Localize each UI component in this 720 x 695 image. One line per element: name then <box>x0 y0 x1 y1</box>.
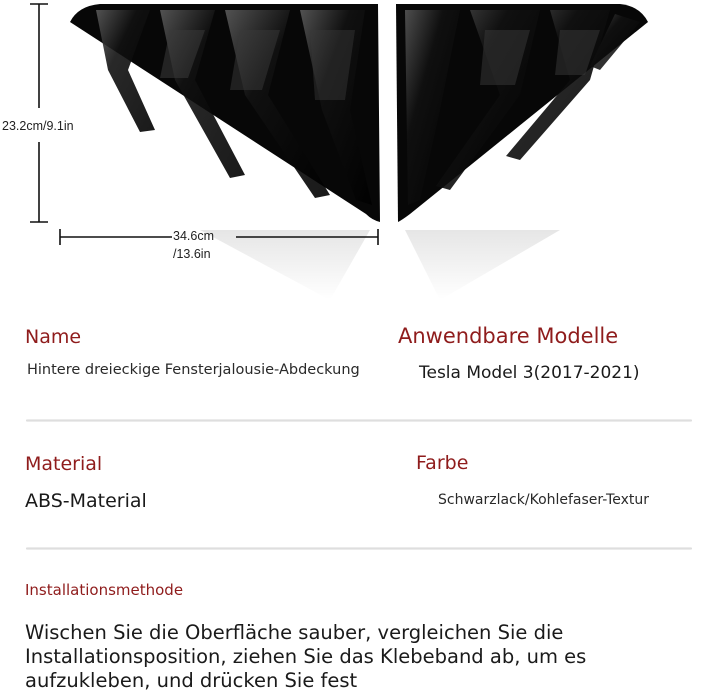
color-label: Farbe <box>416 452 469 474</box>
material-value: ABS-Material <box>25 490 147 512</box>
divider <box>26 547 692 550</box>
name-value: Hintere dreieckige Fensterjalousie-Abdeckung <box>27 362 360 378</box>
material-label: Material <box>25 453 103 475</box>
name-label: Name <box>25 326 82 348</box>
install-value: Wischen Sie die Oberfläche sauber, vergleichen Sie die Installationsposition, ziehen Sie das Klebeband ab, um es aufzukleben, und drücken Sie fest <box>25 621 587 692</box>
models-value: Tesla Model 3(2017-2021) <box>419 363 640 383</box>
product-image <box>0 0 720 310</box>
right-louvre-cover <box>396 4 648 222</box>
models-label: Anwendbare Modelle <box>398 324 619 348</box>
install-label: Installationsmethode <box>25 581 184 599</box>
product-reflection <box>200 230 560 300</box>
color-value: Schwarzlack/Kohlefaser-Textur <box>438 492 649 508</box>
left-louvre-cover <box>70 4 380 222</box>
width-dimension-label-line1: 34.6cm <box>173 229 214 243</box>
divider <box>26 419 692 422</box>
height-dimension-line <box>30 4 48 222</box>
width-dimension-label-line2: /13.6in <box>173 247 211 261</box>
height-dimension-label: 23.2cm/9.1in <box>2 119 74 133</box>
